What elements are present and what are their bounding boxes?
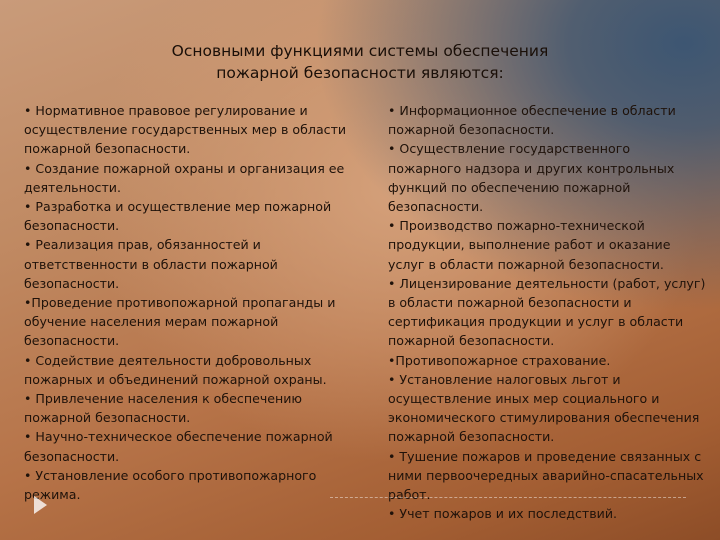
- dashed-divider: [330, 497, 686, 498]
- left-item-3: • Разработка и осуществление мер пожарной безопасности.: [24, 199, 332, 234]
- play-icon[interactable]: [34, 496, 47, 514]
- left-column: [24, 101, 354, 504]
- left-item-6: • Содействие деятельности добровольных пожарных и объединений пожарной охраны.: [24, 352, 327, 387]
- left-item-1: • Нормативное правовое регулирование и осуществление государственных мер в области пожарной безопасности.: [24, 103, 347, 157]
- right-column: [388, 101, 706, 523]
- right-item-6: • Установление налоговых льгот и осуществление иных мер социального и экономического стимулирования обеспечения пожарной безопасности.: [388, 371, 700, 445]
- right-item-7: • Тушение пожаров и проведение связанных с ними первоочередных аварийно-спасательных работ.: [388, 448, 704, 503]
- right-item-1: • Информационное обеспечение в области пожарной безопасности.: [388, 103, 676, 138]
- left-item-4: • Реализация прав, обязанностей и ответственности в области пожарной безопасности.: [24, 237, 278, 291]
- right-item-3: • Производство пожарно-технической продукции, выполнение работ и оказание услуг в области пожарной безопасности.: [388, 218, 671, 272]
- slide-title-line-1: Основными функциями системы обеспечения: [171, 42, 549, 60]
- left-item-8: • Научно-техническое обеспечение пожарной безопасности.: [24, 429, 333, 464]
- slide-title: [120, 40, 600, 84]
- right-item-4: • Лицензирование деятельности (работ, услуг) в области пожарной безопасности и сертификация продукции и услуг в области пожарной безопасности.: [388, 275, 706, 349]
- slide-title-line-2: пожарной безопасности являются:: [216, 64, 504, 82]
- right-item-8: • Учет пожаров и их последствий.: [388, 506, 618, 522]
- right-item-2: • Осуществление государственного пожарного надзора и других контрольных функций по обеспечению пожарной безопасности.: [388, 141, 675, 215]
- right-item-5: •Противопожарное страхование.: [388, 352, 611, 368]
- left-item-5: •Проведение противопожарной пропаганды и обучение населения мерам пожарной безопасности.: [24, 295, 336, 349]
- left-item-9: • Установление особого противопожарного режима.: [24, 467, 317, 503]
- left-item-2: • Создание пожарной охраны и организация ее деятельности.: [24, 160, 345, 195]
- left-item-7: • Привлечение населения к обеспечению пожарной безопасности.: [24, 391, 303, 426]
